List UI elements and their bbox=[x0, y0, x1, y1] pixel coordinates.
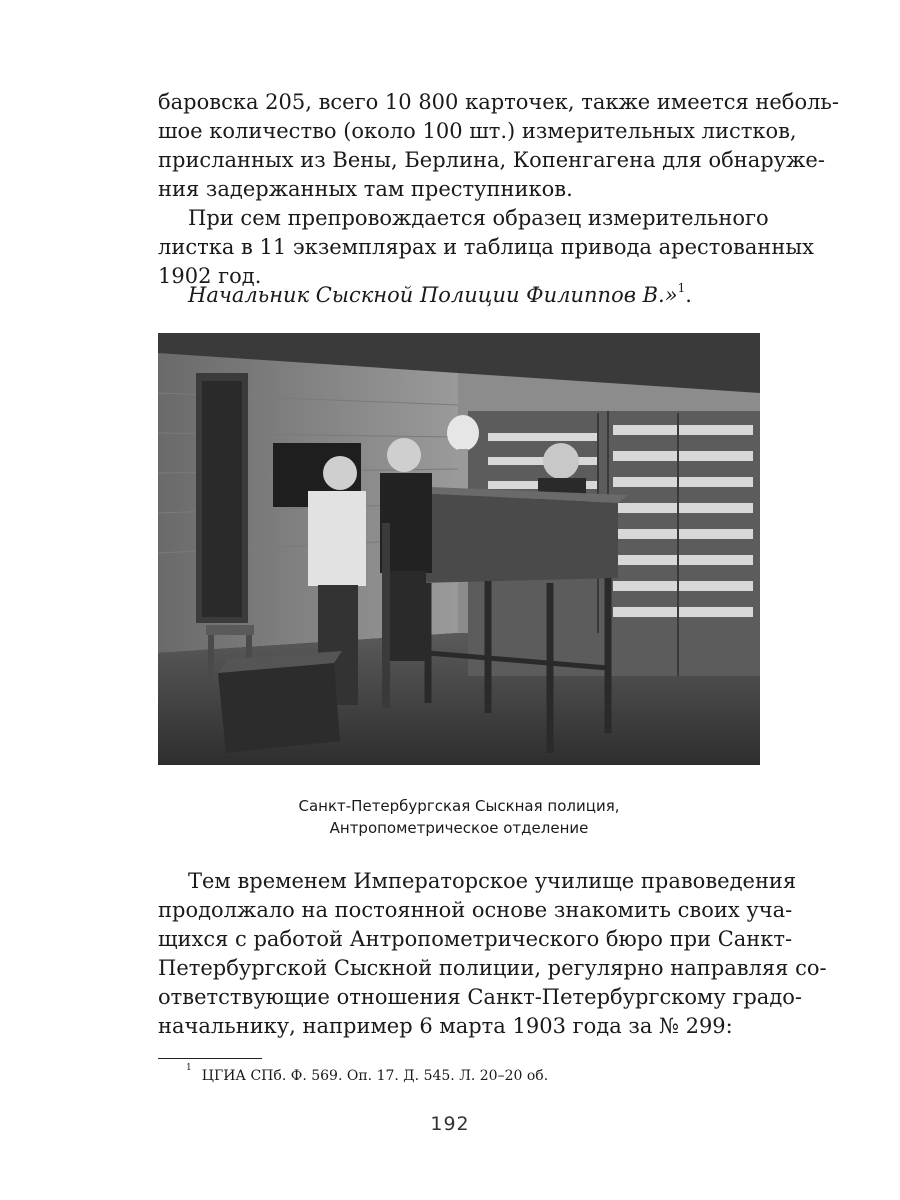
paragraph-school-of-law bbox=[158, 867, 827, 1041]
text-line: начальнику, например 6 марта 1903 года за № 299: bbox=[158, 1014, 733, 1038]
footnote-separator bbox=[158, 1058, 262, 1059]
signature-text: Начальник Сыскной Полиции Филиппов В.» bbox=[188, 283, 678, 307]
footnote-number: 1 bbox=[186, 1063, 192, 1074]
footnote bbox=[186, 1063, 549, 1086]
paragraph-continuation bbox=[158, 88, 839, 204]
caption-line: Санкт-Петербургская Сыскная полиция, bbox=[298, 797, 620, 815]
text-line: Тем временем Императорское училище правоведения bbox=[188, 869, 797, 893]
photo-illustration bbox=[158, 333, 760, 765]
text-line: Петербургской Сыскной полиции, регулярно направляя со- bbox=[158, 956, 827, 980]
text-line: листка в 11 экземплярах и таблица привода арестованных bbox=[158, 235, 814, 259]
footnote-mark[interactable]: 1 bbox=[677, 281, 686, 295]
text-line: шое количество (около 100 шт.) измерительных листков, bbox=[158, 119, 797, 143]
archive-photograph bbox=[158, 333, 760, 765]
text-line: 1902 год. bbox=[158, 264, 262, 288]
text-line: ния задержанных там преступников. bbox=[158, 177, 573, 201]
text-line: ответствующие отношения Санкт-Петербургскому градо- bbox=[158, 985, 802, 1009]
paragraph-enclosure bbox=[158, 204, 814, 291]
text-line: присланных из Вены, Берлина, Копенгагена для обнаруже- bbox=[158, 148, 825, 172]
footnote-text: ЦГИА СПб. Ф. 569. Оп. 17. Д. 545. Л. 20–20 об. bbox=[201, 1068, 549, 1084]
text-line: баровска 205, всего 10 800 карточек, также имеется неболь- bbox=[158, 90, 839, 114]
photo-caption bbox=[158, 795, 760, 839]
text-line: продолжало на постоянной основе знакомить своих уча- bbox=[158, 898, 793, 922]
signature-line bbox=[158, 281, 760, 310]
caption-line: Антропометрическое отделение bbox=[329, 819, 589, 837]
text-line: При сем препровождается образец измерительного bbox=[188, 206, 769, 230]
page-number: 192 bbox=[430, 1113, 470, 1135]
text-line: щихся с работой Антропометрического бюро при Санкт- bbox=[158, 927, 793, 951]
signature-period: . bbox=[685, 283, 692, 307]
